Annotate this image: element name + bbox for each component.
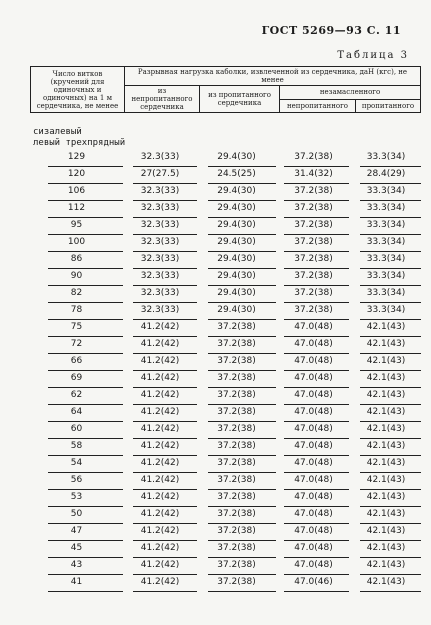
table-cell: 37.2(38)	[217, 560, 256, 570]
table-cell: 47.0(48)	[294, 560, 333, 570]
table-cell: 37.2(38)	[217, 492, 256, 502]
table-cell: 33.3(34)	[366, 288, 406, 298]
table-cell: 31.4(32)	[294, 169, 333, 179]
table-cell: 69	[70, 373, 83, 383]
table-cell: 100	[67, 237, 86, 247]
table-cell: 41.2(42)	[140, 543, 180, 553]
table-row	[30, 422, 421, 439]
table-cell: 28.4(29)	[366, 169, 406, 179]
table-cell: 37.2(38)	[294, 203, 333, 213]
table-cell: 90	[70, 271, 83, 281]
table-cell: 41.2(42)	[140, 492, 180, 502]
table-cell: 29.4(30)	[217, 254, 256, 264]
table-row	[30, 405, 421, 422]
table-row	[30, 150, 421, 167]
table-cell: 37.2(38)	[294, 186, 333, 196]
table-cell: 42.1(43)	[366, 509, 406, 519]
table-cell: 32.3(33)	[140, 186, 180, 196]
table-row	[30, 558, 421, 575]
table-cell: 42.1(43)	[366, 322, 406, 332]
table-cell: 32.3(33)	[140, 271, 180, 281]
table-row	[30, 235, 421, 252]
table-cell: 47.0(48)	[294, 356, 333, 366]
table-cell: 86	[70, 254, 83, 264]
table-cell: 41.2(42)	[140, 424, 180, 434]
table-cell: 33.3(34)	[366, 220, 406, 230]
table-cell: 41.2(42)	[140, 441, 180, 451]
table-cell: 78	[70, 305, 83, 315]
table-cell: 42.1(43)	[366, 373, 406, 383]
table-cell: 42.1(43)	[366, 526, 406, 536]
section-label	[33, 127, 125, 149]
table-row	[30, 507, 421, 524]
table-cell: 41.2(42)	[140, 339, 180, 349]
table-cell: 32.3(33)	[140, 254, 180, 264]
col-header-unoiled: незамасленного	[280, 86, 421, 100]
table-row	[30, 524, 421, 541]
table-cell: 47.0(48)	[294, 373, 333, 383]
table-cell: 42.1(43)	[366, 577, 406, 587]
table-cell: 29.4(30)	[217, 288, 256, 298]
table-cell: 37.2(38)	[294, 220, 333, 230]
table-cell: 37.2(38)	[217, 509, 256, 519]
table-cell: 32.3(33)	[140, 237, 180, 247]
table-cell: 50	[70, 509, 83, 519]
table-row	[30, 320, 421, 337]
table-cell: 66	[70, 356, 83, 366]
table-row	[30, 388, 421, 405]
table-cell: 41.2(42)	[140, 509, 180, 519]
table-cell: 64	[70, 407, 83, 417]
table-cell: 41.2(42)	[140, 373, 180, 383]
table-row	[30, 541, 421, 558]
table-row	[30, 303, 421, 320]
table-cell: 33.3(34)	[366, 237, 406, 247]
table-cell: 37.2(38)	[217, 458, 256, 468]
table-cell: 37.2(38)	[294, 271, 333, 281]
table-cell: 37.2(38)	[217, 356, 256, 366]
table-cell: 47.0(48)	[294, 543, 333, 553]
col-header-unoiled-imp: пропитанного	[356, 99, 421, 113]
table-cell: 42.1(43)	[366, 441, 406, 451]
cell-underline	[133, 591, 197, 592]
section-label-line2: левый трехпрядный	[33, 138, 126, 148]
col-header-turns: Число витков (кручений для одиночных и одиночных) на 1 м сердечника, не менее	[31, 67, 125, 113]
table-cell: 33.3(34)	[366, 271, 406, 281]
table-cell: 37.2(38)	[294, 237, 333, 247]
table-cell: 72	[70, 339, 83, 349]
table-cell: 33.3(34)	[366, 152, 406, 162]
table-row	[30, 439, 421, 456]
table-cell: 41.2(42)	[140, 407, 180, 417]
table-cell: 54	[70, 458, 83, 468]
table-cell: 43	[70, 560, 83, 570]
table-row	[30, 575, 421, 592]
col-header-unoiled-unimp: непропитанного	[280, 99, 356, 113]
table-cell: 47	[70, 526, 83, 536]
table-body	[30, 150, 421, 592]
table-row	[30, 252, 421, 269]
table-cell: 37.2(38)	[294, 254, 333, 264]
table-cell: 33.3(34)	[366, 305, 406, 315]
table-cell: 37.2(38)	[217, 390, 256, 400]
table-cell: 95	[70, 220, 83, 230]
cell-underline	[284, 591, 349, 592]
table-row	[30, 371, 421, 388]
table-cell: 37.2(38)	[294, 305, 333, 315]
table-cell: 56	[70, 475, 83, 485]
table-cell: 27(27.5)	[140, 169, 180, 179]
table-cell: 37.2(38)	[294, 288, 333, 298]
table-cell: 82	[70, 288, 83, 298]
table-cell: 58	[70, 441, 83, 451]
table-cell: 41.2(42)	[140, 526, 180, 536]
table-cell: 47.0(48)	[294, 339, 333, 349]
table-row	[30, 456, 421, 473]
table-cell: 32.3(33)	[140, 220, 180, 230]
table-row	[30, 167, 421, 184]
table-cell: 47.0(48)	[294, 424, 333, 434]
table-cell: 37.2(38)	[294, 152, 333, 162]
table-cell: 37.2(38)	[217, 339, 256, 349]
table-cell: 37.2(38)	[217, 441, 256, 451]
col-header-impregnated: из пропитанного сердечника	[200, 86, 280, 113]
table-header	[30, 66, 421, 113]
table-cell: 47.0(48)	[294, 492, 333, 502]
table-cell: 42.1(43)	[366, 356, 406, 366]
table-cell: 47.0(48)	[294, 441, 333, 451]
table-cell: 42.1(43)	[366, 458, 406, 468]
table-cell: 29.4(30)	[217, 305, 256, 315]
table-cell: 37.2(38)	[217, 577, 256, 587]
table-title: Таблица 3	[337, 50, 409, 61]
table-cell: 37.2(38)	[217, 475, 256, 485]
table-row	[30, 269, 421, 286]
table-cell: 33.3(34)	[366, 186, 406, 196]
table-cell: 42.1(43)	[366, 339, 406, 349]
table-cell: 41.2(42)	[140, 356, 180, 366]
table-cell: 41.2(42)	[140, 390, 180, 400]
table-cell: 45	[70, 543, 83, 553]
table-cell: 42.1(43)	[366, 560, 406, 570]
table-cell: 47.0(48)	[294, 458, 333, 468]
table-row	[30, 473, 421, 490]
cell-underline	[360, 591, 421, 592]
table-cell: 47.0(48)	[294, 407, 333, 417]
table-cell: 41.2(42)	[140, 322, 180, 332]
table-cell: 47.0(48)	[294, 509, 333, 519]
col-header-unimpregnated: из непропитанного сердечника	[125, 86, 200, 113]
table-row	[30, 218, 421, 235]
table-cell: 24.5(25)	[217, 169, 256, 179]
table-cell: 42.1(43)	[366, 390, 406, 400]
table-cell: 37.2(38)	[217, 543, 256, 553]
table-row	[30, 337, 421, 354]
table-cell: 47.0(46)	[294, 577, 333, 587]
table-cell: 47.0(48)	[294, 526, 333, 536]
table-cell: 29.4(30)	[217, 220, 256, 230]
table-cell: 112	[67, 203, 86, 213]
table-cell: 42.1(43)	[366, 475, 406, 485]
table-cell: 29.4(30)	[217, 203, 256, 213]
table-cell: 37.2(38)	[217, 407, 256, 417]
table-cell: 29.4(30)	[217, 271, 256, 281]
cell-underline	[208, 591, 276, 592]
table-cell: 33.3(34)	[366, 254, 406, 264]
page-header: ГОСТ 5269—93 С. 11	[261, 24, 401, 37]
table-cell: 106	[67, 186, 86, 196]
table-cell: 47.0(48)	[294, 475, 333, 485]
table-cell: 37.2(38)	[217, 526, 256, 536]
table-cell: 29.4(30)	[217, 186, 256, 196]
table-cell: 62	[70, 390, 83, 400]
table-cell: 75	[70, 322, 83, 332]
col-header-group: Разрывная нагрузка каболки, извлеченной из сердечника, даН (кгс), не менее	[125, 67, 421, 86]
table-cell: 41	[70, 577, 83, 587]
table-cell: 42.1(43)	[366, 492, 406, 502]
table-row	[30, 490, 421, 507]
table-cell: 32.3(33)	[140, 305, 180, 315]
table-cell: 42.1(43)	[366, 424, 406, 434]
table-cell: 120	[67, 169, 86, 179]
table-cell: 129	[67, 152, 86, 162]
table-cell: 37.2(38)	[217, 322, 256, 332]
table-cell: 32.3(33)	[140, 203, 180, 213]
table-cell: 41.2(42)	[140, 577, 180, 587]
table-row	[30, 286, 421, 303]
table-row	[30, 354, 421, 371]
table-cell: 37.2(38)	[217, 373, 256, 383]
section-label-line1: сизалевый	[33, 127, 82, 137]
table-cell: 29.4(30)	[217, 152, 256, 162]
table-row	[30, 201, 421, 218]
table-cell: 29.4(30)	[217, 237, 256, 247]
table-cell: 33.3(34)	[366, 203, 406, 213]
table-cell: 32.3(33)	[140, 152, 180, 162]
table-cell: 47.0(48)	[294, 390, 333, 400]
table-cell: 42.1(43)	[366, 543, 406, 553]
table-cell: 42.1(43)	[366, 407, 406, 417]
table-cell: 60	[70, 424, 83, 434]
table-cell: 53	[70, 492, 83, 502]
table-cell: 41.2(42)	[140, 475, 180, 485]
table-row	[30, 184, 421, 201]
cell-underline	[48, 591, 123, 592]
table-cell: 41.2(42)	[140, 560, 180, 570]
table-cell: 32.3(33)	[140, 288, 180, 298]
table-cell: 37.2(38)	[217, 424, 256, 434]
table-cell: 47.0(48)	[294, 322, 333, 332]
table-cell: 41.2(42)	[140, 458, 180, 468]
